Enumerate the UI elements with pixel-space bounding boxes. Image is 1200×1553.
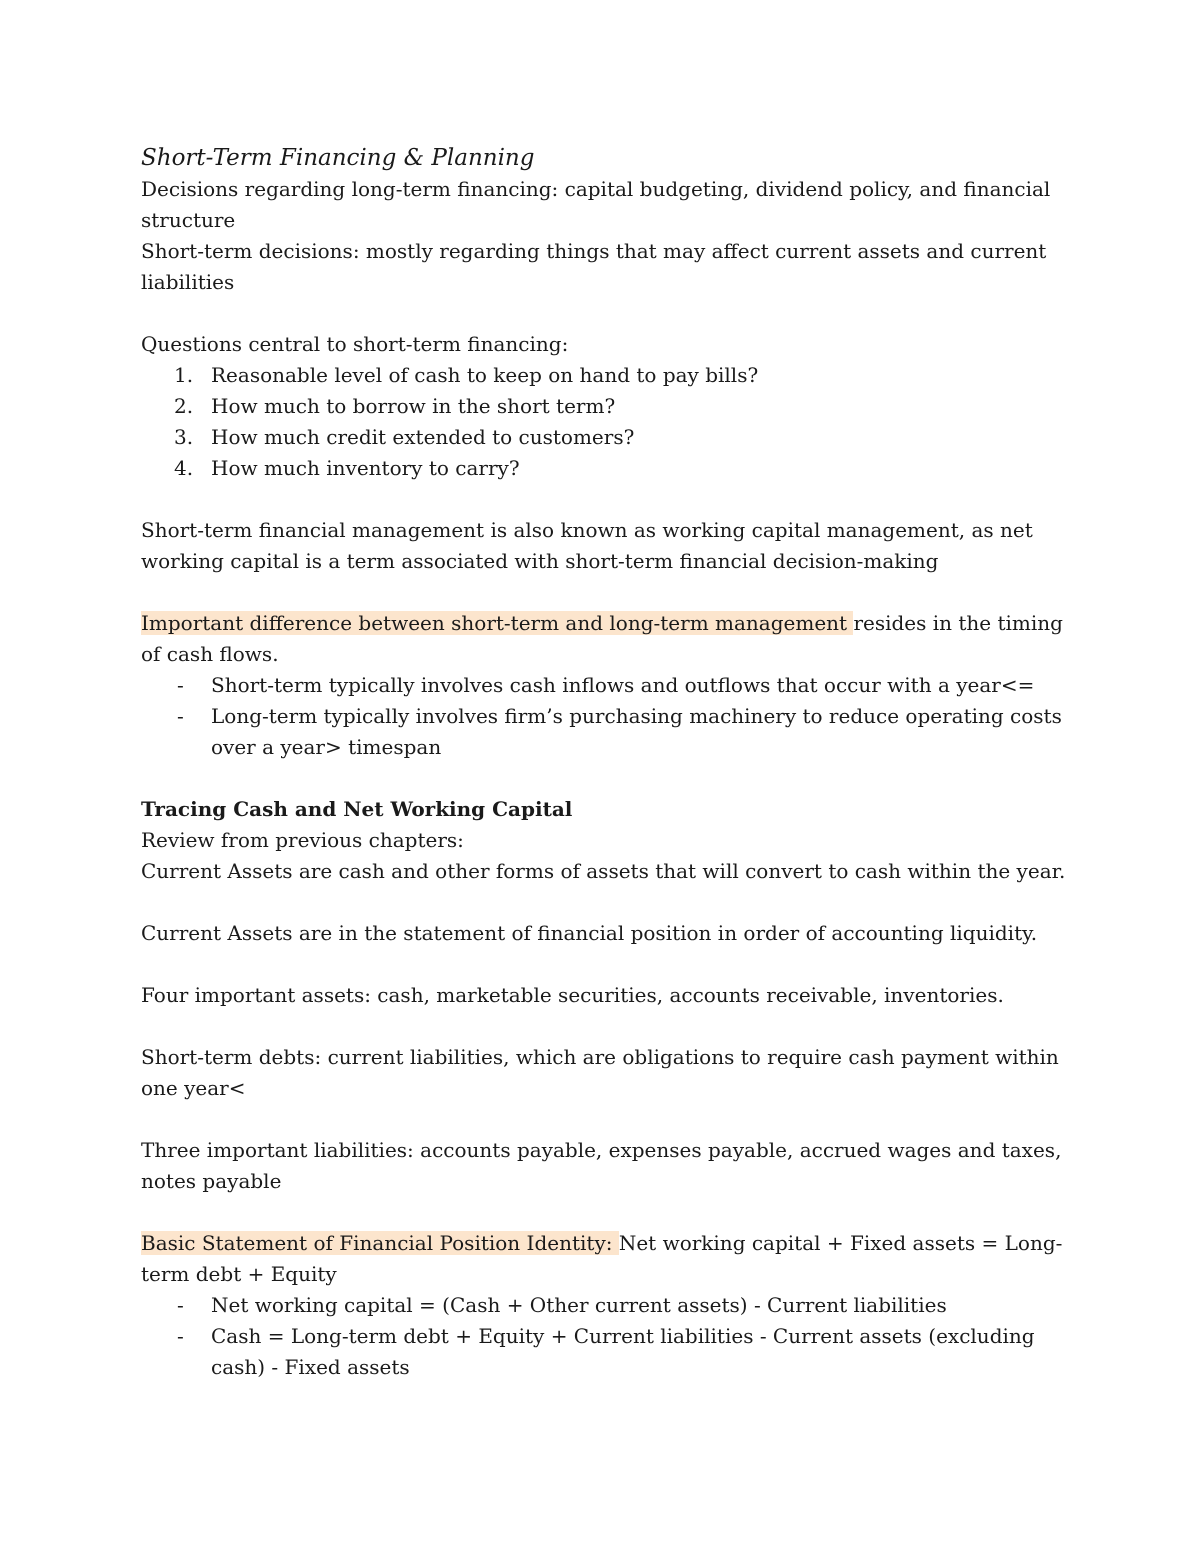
spacer	[141, 949, 1071, 980]
dash-bullet: -	[177, 1293, 184, 1317]
spacer	[141, 1011, 1071, 1042]
list-item-text: How much credit extended to customers?	[211, 425, 635, 449]
list-item-text: Net working capital = (Cash + Other current assets) - Current liabilities	[211, 1293, 947, 1317]
section-heading: Tracing Cash and Net Working Capital	[141, 797, 573, 821]
three-liabilities: Three important liabilities: accounts payable, expenses payable, accrued wages and taxes, notes payable	[141, 1138, 1062, 1193]
list-number: 2.	[174, 394, 194, 418]
list-item-text: Short-term typically involves cash inflows and outflows that occur with a year<=	[211, 673, 1035, 697]
spacer	[141, 887, 1071, 918]
questions-list	[141, 360, 1071, 484]
working-capital-paragraph: Short-term financial management is also known as working capital management, as net working capital is a term associated with short-term financial decision-making	[141, 518, 1033, 573]
highlighted-text: Important difference between short-term and long-term management	[141, 611, 854, 635]
list-item-text: Long-term typically involves firm’s purchasing machinery to reduce operating costs over a year> timespan	[211, 704, 1062, 759]
intro-long-term: Decisions regarding long-term financing: capital budgeting, dividend policy, and financial structure	[141, 177, 1051, 232]
list-item	[141, 701, 1071, 763]
list-item-text: Cash = Long-term debt + Equity + Current liabilities - Current assets (excluding cash) - Fixed assets	[211, 1324, 1035, 1379]
identity-bullets	[141, 1290, 1071, 1383]
spacer	[141, 298, 1071, 329]
identity-paragraph	[141, 1228, 1071, 1290]
page-title: Short-Term Financing & Planning	[141, 145, 535, 171]
questions-lead: Questions central to short-term financing:	[141, 332, 569, 356]
list-number: 1.	[174, 363, 194, 387]
difference-rest: resides in the timing of cash flows.	[141, 611, 1063, 666]
difference-paragraph	[141, 608, 1071, 670]
spacer	[141, 763, 1071, 794]
dash-bullet: -	[177, 1324, 184, 1348]
four-assets: Four important assets: cash, marketable securities, accounts receivable, inventories.	[141, 983, 1004, 1007]
list-number: 3.	[174, 425, 194, 449]
current-assets-definition: Current Assets are cash and other forms of assets that will convert to cash within the year.	[141, 859, 1066, 883]
spacer	[141, 577, 1071, 608]
spacer	[141, 1197, 1071, 1228]
list-item	[141, 670, 1071, 701]
list-item	[141, 1290, 1071, 1321]
list-number: 4.	[174, 456, 194, 480]
dash-bullet: -	[177, 673, 184, 697]
review-line: Review from previous chapters:	[141, 828, 464, 852]
list-item	[141, 422, 1071, 453]
current-assets-order: Current Assets are in the statement of financial position in order of accounting liquidity.	[141, 921, 1038, 945]
list-item-text: How much inventory to carry?	[211, 456, 520, 480]
difference-bullets	[141, 670, 1071, 763]
list-item	[141, 360, 1071, 391]
highlighted-text: Basic Statement of Financial Position Identity:	[141, 1231, 619, 1255]
list-item-text: How much to borrow in the short term?	[211, 394, 616, 418]
short-term-debts: Short-term debts: current liabilities, which are obligations to require cash payment within one year<	[141, 1045, 1059, 1100]
list-item	[141, 391, 1071, 422]
list-item	[141, 1321, 1071, 1383]
spacer	[141, 484, 1071, 515]
identity-rest: Net working capital + Fixed assets = Long-term debt + Equity	[141, 1231, 1063, 1286]
intro-short-term: Short-term decisions: mostly regarding things that may affect current assets and current liabilities	[141, 239, 1047, 294]
dash-bullet: -	[177, 704, 184, 728]
list-item	[141, 453, 1071, 484]
spacer	[141, 1104, 1071, 1135]
document-body	[141, 143, 1071, 1383]
list-item-text: Reasonable level of cash to keep on hand to pay bills?	[211, 363, 759, 387]
